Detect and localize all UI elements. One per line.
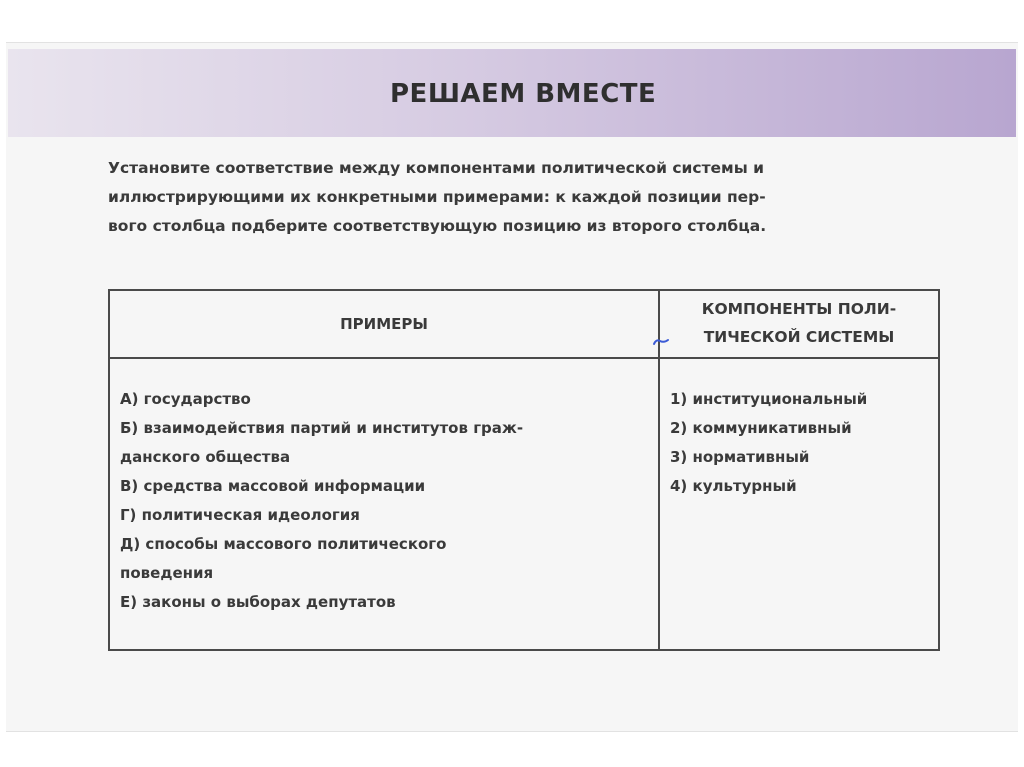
example-item: В) средства массовой информации: [120, 477, 426, 495]
header-components-line: ТИЧЕСКОЙ СИСТЕМЫ: [703, 328, 895, 346]
task-line: Установите соответствие между компонентами политической системы и: [108, 159, 765, 177]
example-item: Б) взаимодействия партий и институтов граж-: [120, 419, 524, 437]
example-item: Е) законы о выборах депутатов: [120, 593, 396, 611]
component-item: 3) нормативный: [670, 448, 810, 466]
examples-list: [120, 385, 650, 617]
title-banner: [8, 49, 1016, 137]
example-item: поведения: [120, 564, 214, 582]
task-text: [108, 154, 948, 241]
component-item: 2) коммуникативный: [670, 419, 852, 437]
header-components: [660, 295, 938, 355]
component-item: 4) культурный: [670, 477, 797, 495]
matching-table: [108, 289, 940, 651]
components-list: [670, 385, 938, 501]
task-line: вого столбца подберите соответствующую позицию из второго столбца.: [108, 217, 767, 235]
example-item: Г) политическая идеология: [120, 506, 360, 524]
component-item: 1) институциональный: [670, 390, 868, 408]
example-item: Д) способы массового политического: [120, 535, 447, 553]
pen-annotation-icon: [652, 336, 670, 348]
example-item: данского общества: [120, 448, 291, 466]
header-examples: ПРИМЕРЫ: [340, 315, 428, 333]
header-divider: [110, 357, 938, 359]
header-components-line: КОМПОНЕНТЫ ПОЛИ-: [701, 300, 897, 318]
task-line: иллюстрирующими их конкретными примерами: к каждой позиции пер-: [108, 188, 766, 206]
example-item: А) государство: [120, 390, 251, 408]
slide-title: РЕШАЕМ ВМЕСТЕ: [390, 79, 657, 109]
